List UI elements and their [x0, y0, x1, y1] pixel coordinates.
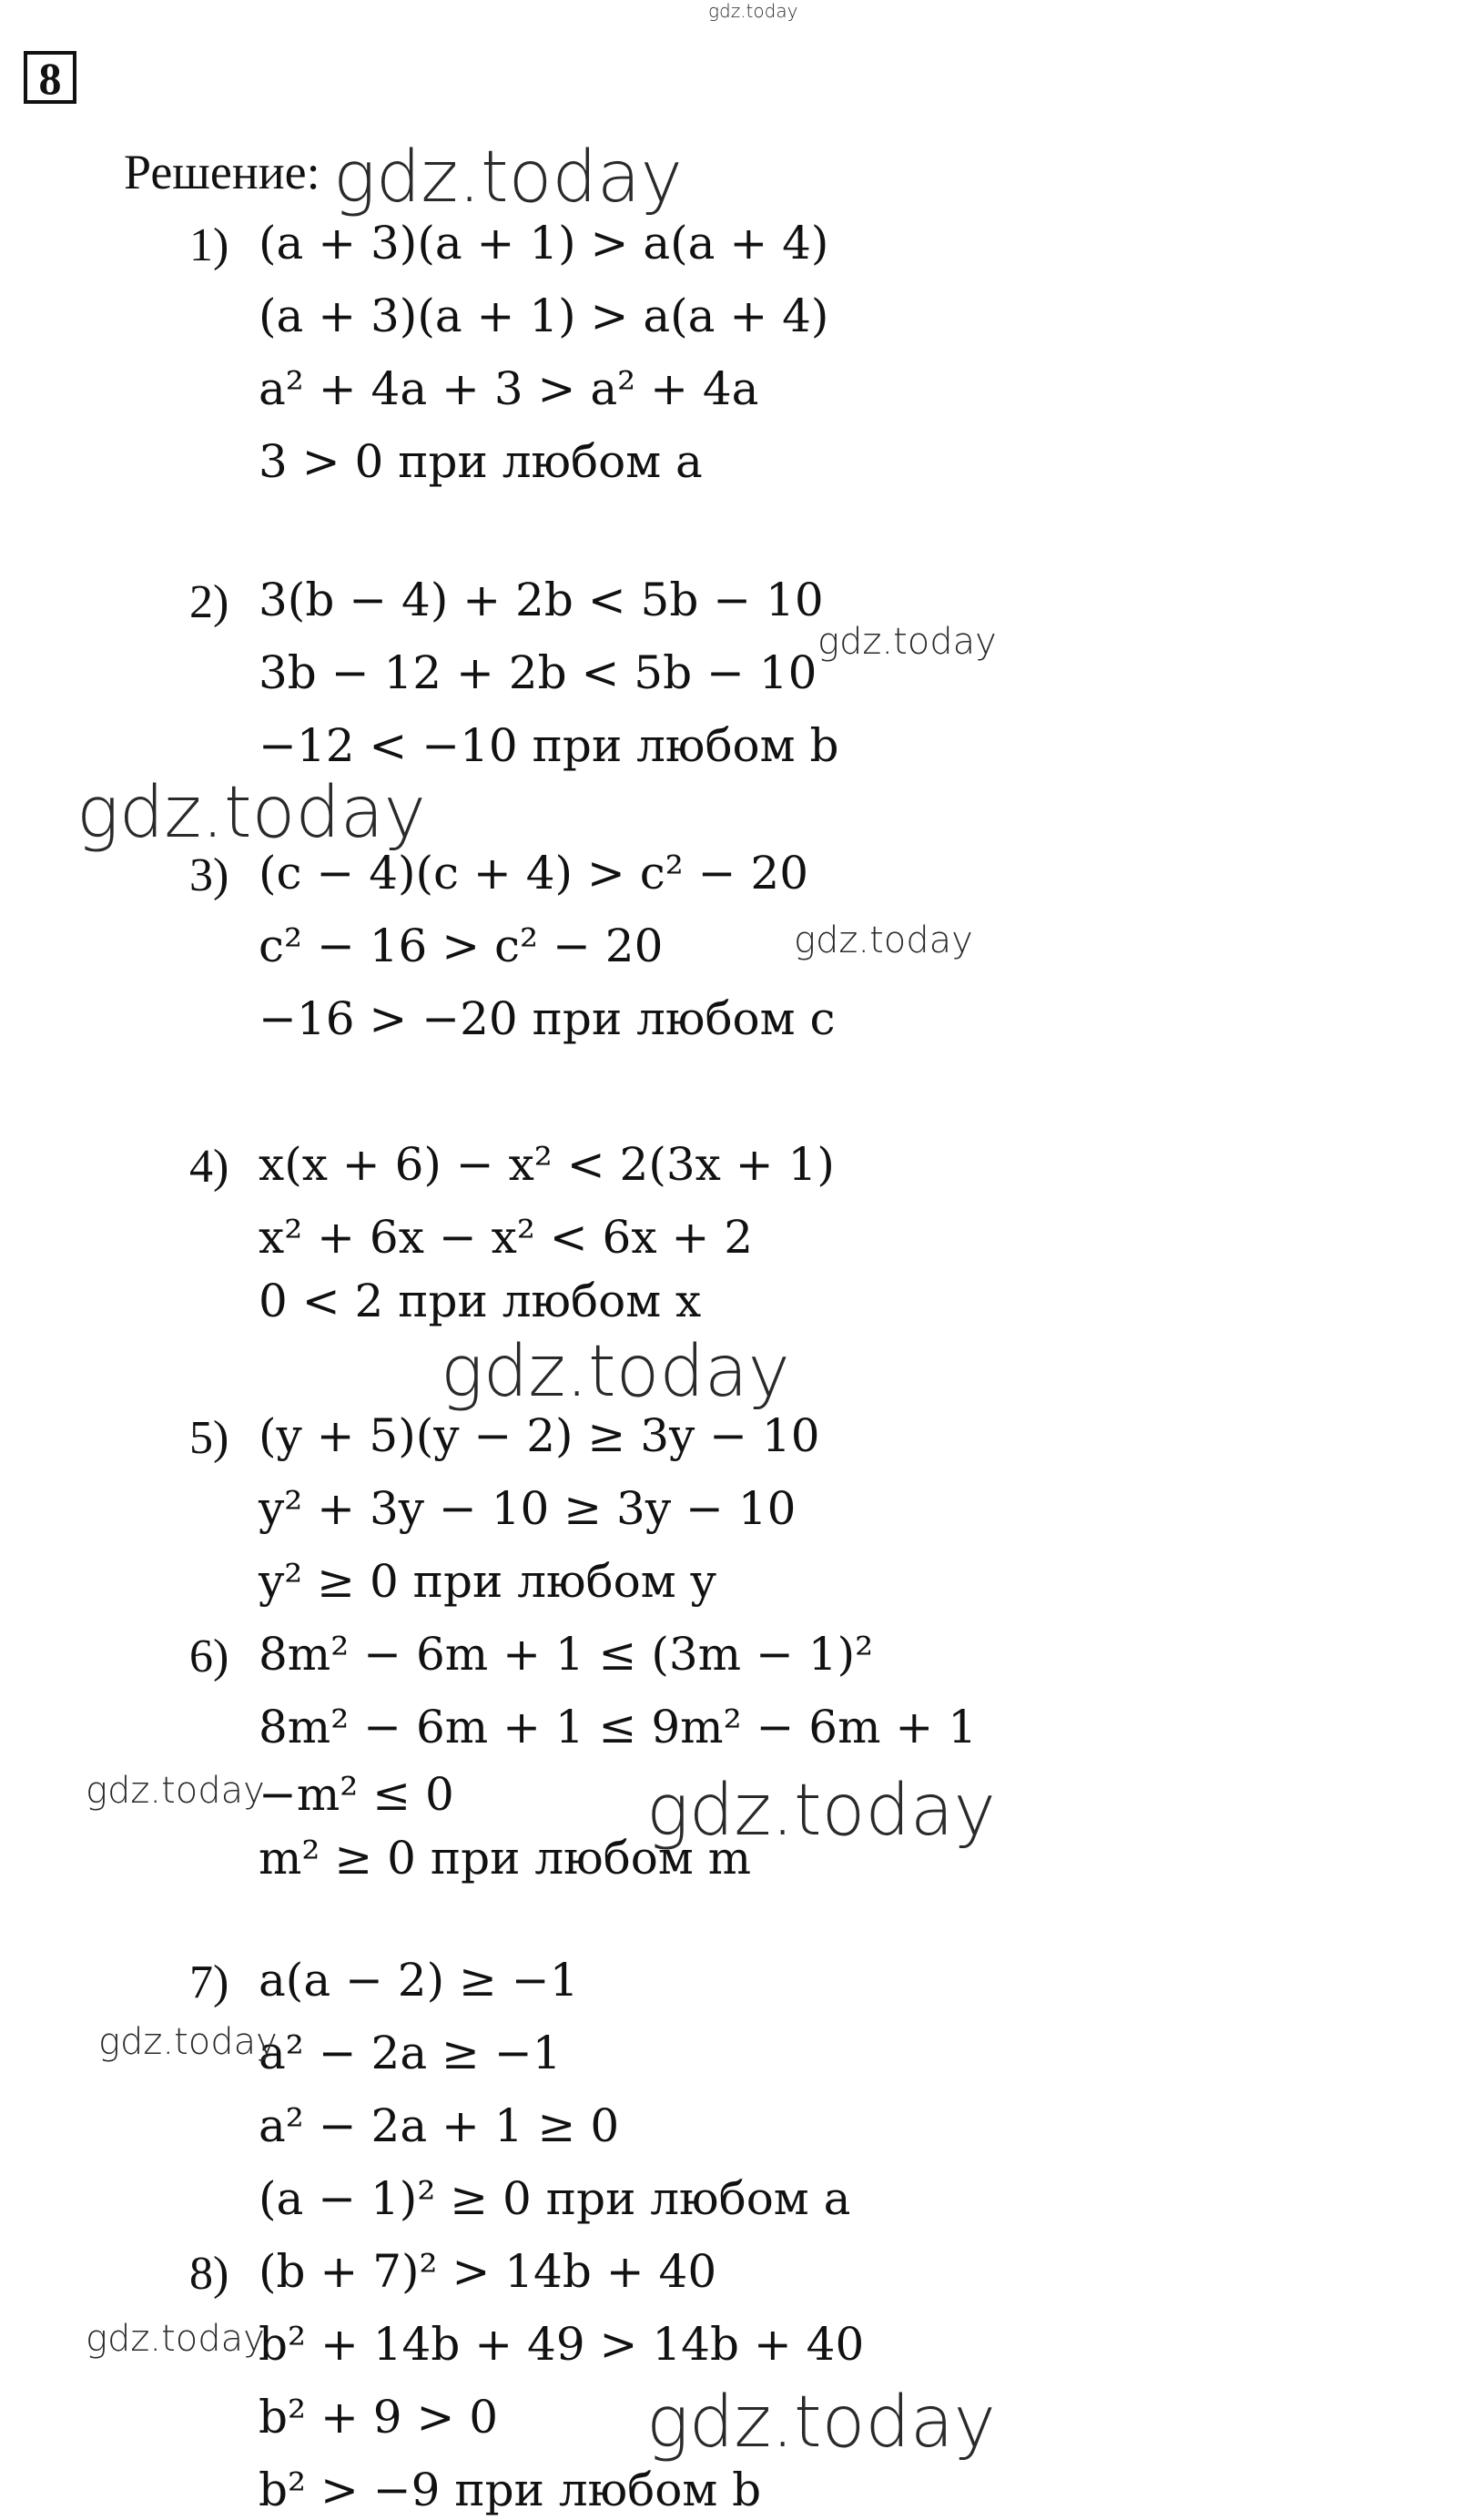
step-1-line-4: 3 > 0 при любом a: [259, 435, 703, 488]
watermark: gdz.today: [817, 621, 997, 663]
step-1-index: 1): [189, 219, 229, 271]
step-5-line-1: (y + 5)(y − 2) ≥ 3y − 10: [259, 1409, 820, 1462]
step-8-line-3: b² + 9 > 0: [259, 2391, 499, 2444]
watermark: gdz.today: [76, 772, 426, 854]
watermark-top: gdz.today: [708, 0, 798, 22]
step-2-line-3: −12 < −10 при любом b: [259, 719, 839, 772]
watermark: gdz.today: [333, 137, 683, 218]
step-6-index: 6): [189, 1631, 229, 1682]
step-8-line-2: b² + 14b + 49 > 14b + 40: [259, 2318, 865, 2371]
step-5-index: 5): [189, 1412, 229, 1464]
solution-label: Решение:: [124, 145, 320, 199]
step-1-line-2: (a + 3)(a + 1) > a(a + 4): [259, 290, 829, 342]
step-3-index: 3): [189, 849, 229, 901]
step-4-line-3: 0 < 2 при любом x: [259, 1275, 702, 1327]
step-6-line-4: m² ≥ 0 при любом m: [259, 1832, 752, 1885]
step-3-line-1: (c − 4)(c + 4) > c² − 20: [259, 847, 809, 899]
watermark: gdz.today: [86, 1770, 265, 1812]
problem-number-badge: 8: [24, 51, 76, 104]
watermark: gdz.today: [794, 920, 973, 961]
step-4-line-1: x(x + 6) − x² < 2(3x + 1): [259, 1138, 835, 1191]
watermark: gdz.today: [98, 2021, 278, 2063]
step-7-index: 7): [189, 1956, 229, 2008]
step-5-line-3: y² ≥ 0 при любом y: [259, 1555, 716, 1608]
step-7-line-2: a² − 2a ≥ −1: [259, 2027, 562, 2079]
step-3-line-3: −16 > −20 при любом c: [259, 992, 836, 1045]
step-1-line-1: (a + 3)(a + 1) > a(a + 4): [259, 217, 829, 269]
step-2-line-1: 3(b − 4) + 2b < 5b − 10: [259, 574, 824, 626]
step-2-index: 2): [189, 576, 229, 628]
step-7-line-1: a(a − 2) ≥ −1: [259, 1954, 579, 2007]
step-6-line-3: −m² ≤ 0: [259, 1768, 454, 1821]
step-8-index: 8): [189, 2248, 229, 2300]
step-3-line-2: c² − 16 > c² − 20: [259, 920, 664, 972]
step-4-index: 4): [189, 1141, 229, 1193]
step-1-line-3: a² + 4a + 3 > a² + 4a: [259, 362, 759, 415]
watermark: gdz.today: [646, 1770, 996, 1852]
watermark: gdz.today: [86, 2318, 265, 2360]
watermark: gdz.today: [441, 1331, 790, 1413]
step-8-line-4: b² > −9 при любом b: [259, 2464, 762, 2516]
step-4-line-2: x² + 6x − x² < 6x + 2: [259, 1211, 754, 1264]
step-7-line-3: a² − 2a + 1 ≥ 0: [259, 2099, 620, 2152]
step-5-line-2: y² + 3y − 10 ≥ 3y − 10: [259, 1482, 797, 1535]
watermark: gdz.today: [646, 2382, 996, 2464]
step-2-line-2: 3b − 12 + 2b < 5b − 10: [259, 646, 817, 699]
step-6-line-2: 8m² − 6m + 1 ≤ 9m² − 6m + 1: [259, 1701, 978, 1753]
step-6-line-1: 8m² − 6m + 1 ≤ (3m − 1)²: [259, 1628, 874, 1681]
step-7-line-4: (a − 1)² ≥ 0 при любом a: [259, 2172, 851, 2225]
step-8-line-1: (b + 7)² > 14b + 40: [259, 2245, 717, 2298]
